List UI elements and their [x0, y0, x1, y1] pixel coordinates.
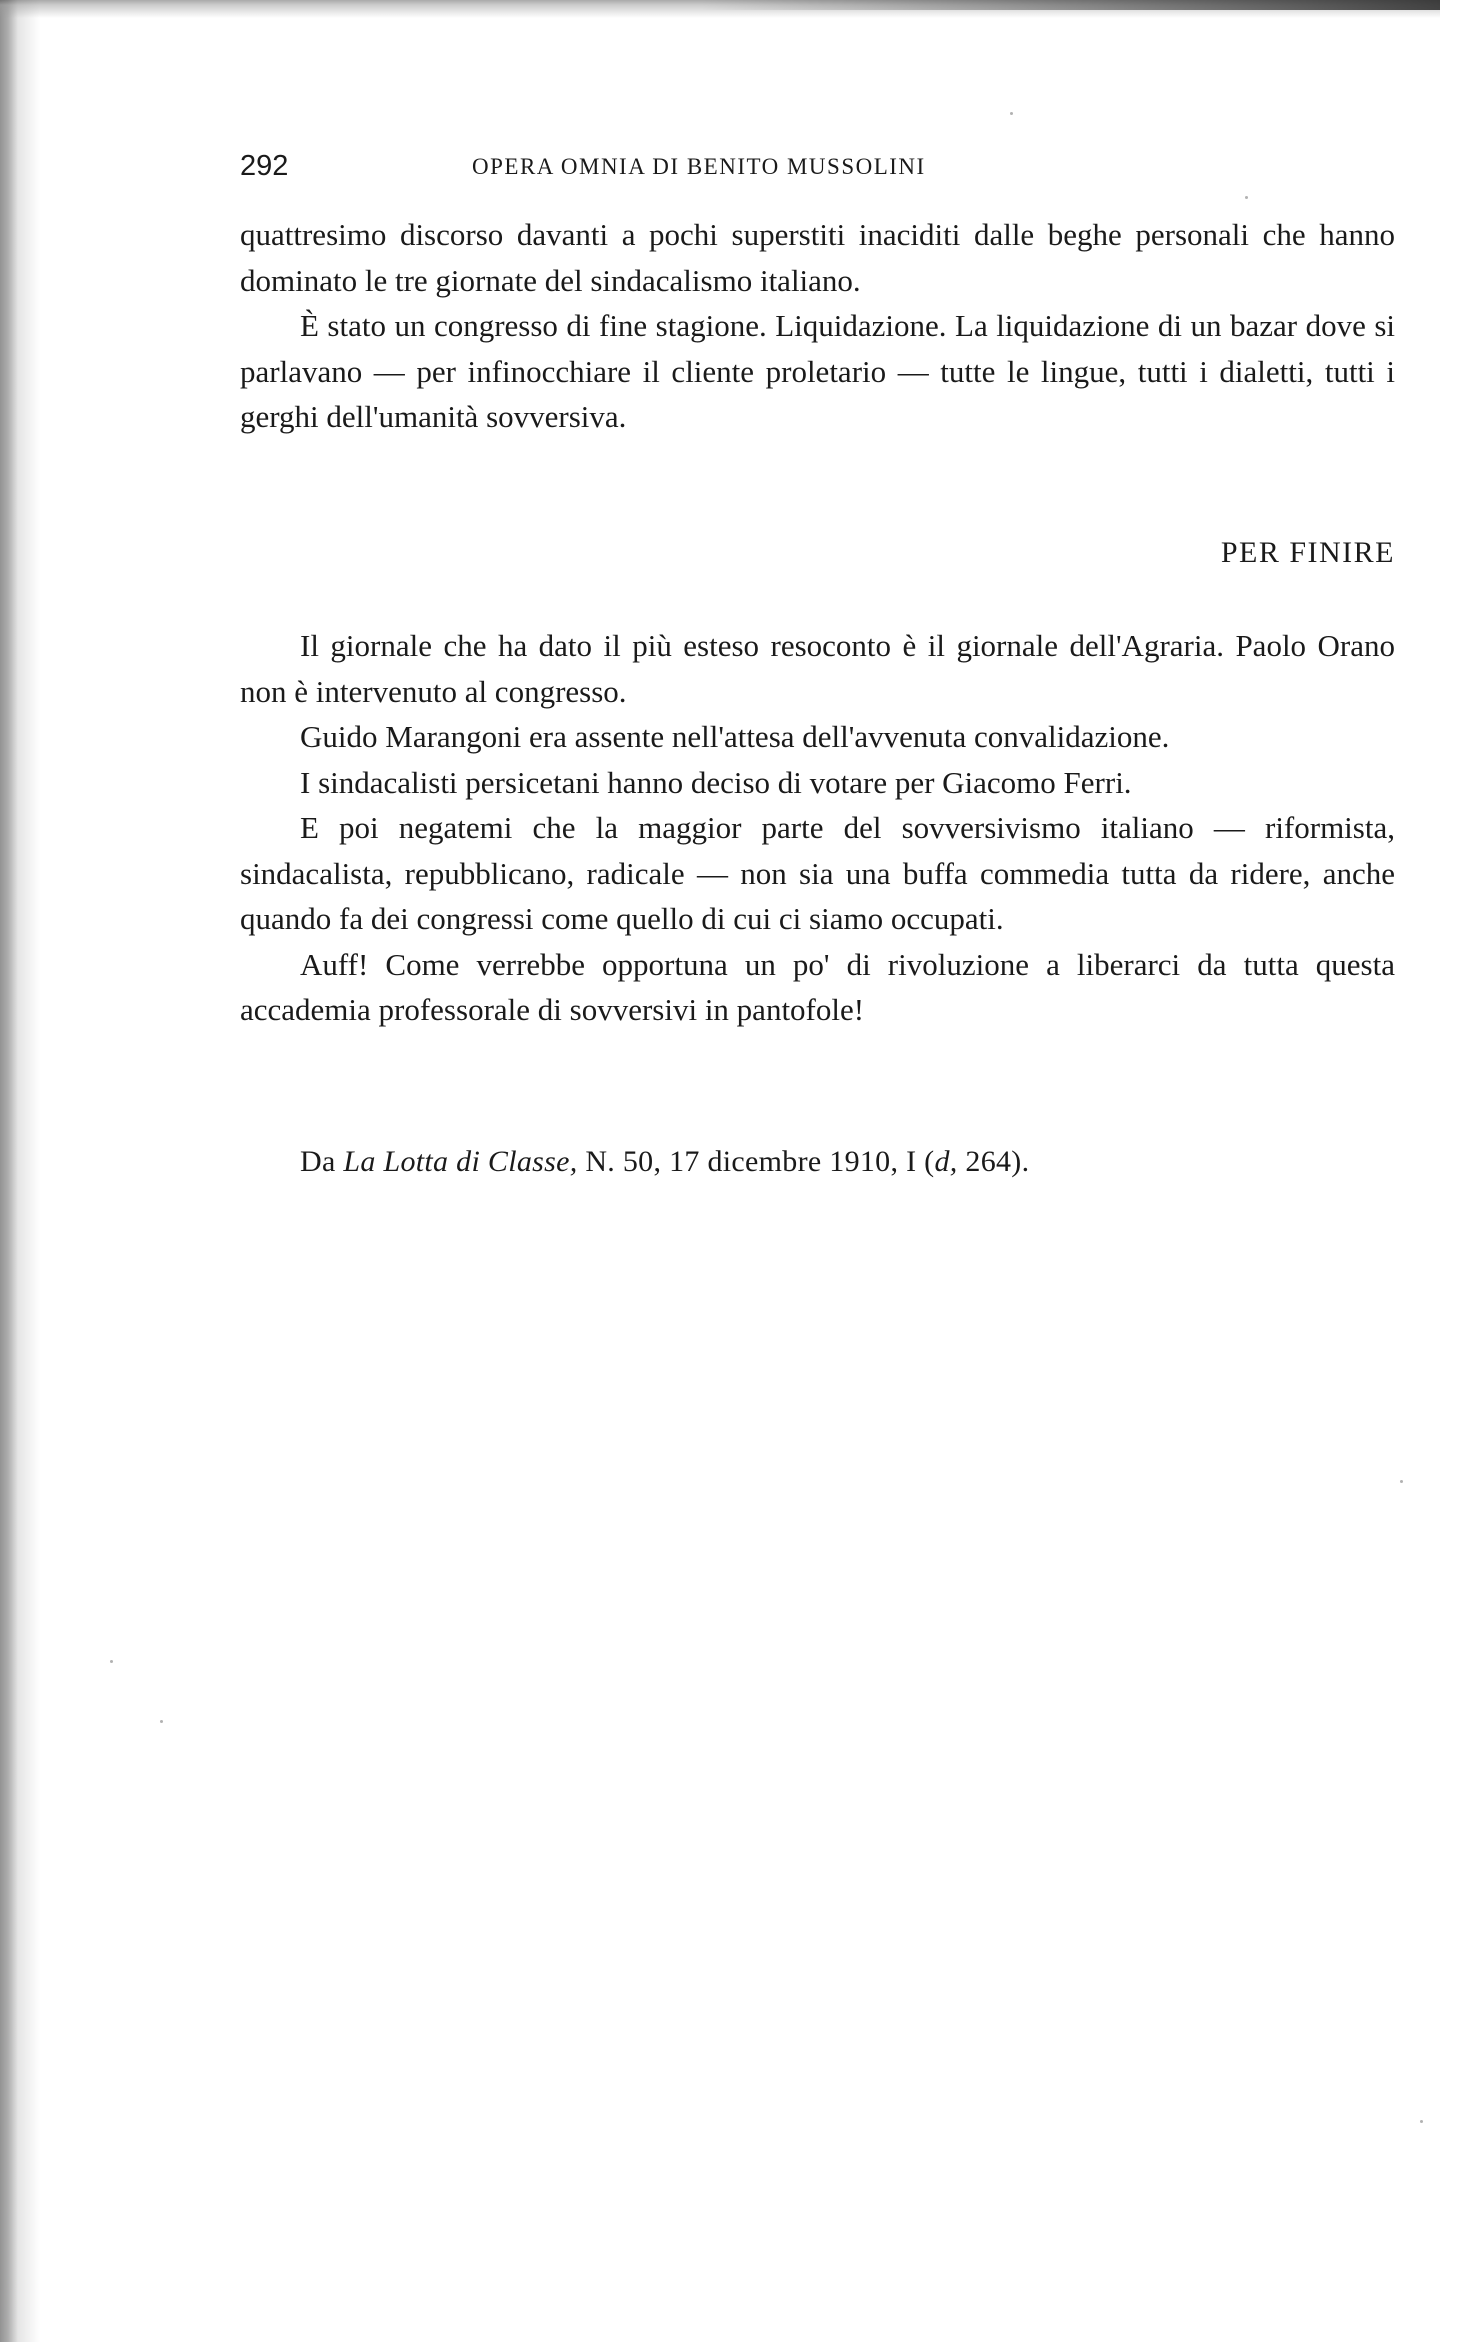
source-citation: Da La Lotta di Classe, N. 50, 17 dicembre 1910, I (d, 264).	[300, 1145, 1030, 1178]
paragraph: E poi negatemi che la maggior parte del sovversivismo italiano — riformista, sindacalista, repubblicano, radicale — non sia una buffa commedia tutta da ridere, anche quando fa dei congressi come quello di cui ci siamo occupati.	[240, 810, 1395, 936]
scan-speck	[1400, 1480, 1403, 1483]
section-heading: PER FINIRE	[1220, 536, 1395, 569]
running-title: OPERA OMNIA DI BENITO MUSSOLINI	[472, 154, 926, 179]
scan-speck	[1420, 2120, 1423, 2123]
source-details: N. 50, 17 dicembre 1910, I	[585, 1145, 917, 1178]
scan-speck	[160, 1720, 163, 1723]
paragraph: I sindacalisti persicetani hanno deciso di votare per Giacomo Ferri.	[300, 764, 1132, 800]
source-publication: La Lotta di Classe,	[343, 1145, 578, 1178]
body-text-top	[240, 212, 1395, 440]
source-ref-number: 264).	[965, 1145, 1030, 1178]
paragraph: È stato un congresso di fine stagione. Liquidazione. La liquidazione di un bazar dove si parlavano — per infinocchiare il cliente proletario — tutte le lingue, tutti i dialetti, tutti i gerghi dell'umanità sovversiva.	[240, 308, 1395, 434]
scan-edge-left	[0, 0, 40, 2342]
scan-speck	[1010, 112, 1013, 115]
page-header	[240, 150, 1110, 190]
section-body	[240, 623, 1395, 1033]
source-ref-letter: d,	[934, 1145, 958, 1178]
paragraph: Guido Marangoni era assente nell'attesa dell'avvenuta convalidazione.	[300, 719, 1170, 754]
scan-speck	[110, 1660, 113, 1663]
scan-speck	[1245, 196, 1248, 199]
paragraph: Il giornale che ha dato il più esteso resoconto è il giornale dell'Agraria. Paolo Orano non è intervenuto al congresso.	[240, 628, 1395, 709]
paragraph: Auff! Come verrebbe opportuna un po' di rivoluzione a liberarci da tutta questa accademia professorale di sovversivi in pantofole!	[240, 946, 1395, 1027]
paragraph-continued: quattresimo discorso davanti a pochi superstiti inaciditi dalle beghe personali che hanno dominato le tre giornate del sindacalismo italiano.	[240, 217, 1395, 298]
source-prefix: Da	[300, 1145, 336, 1178]
page-number: 292	[240, 150, 289, 182]
scan-edge-top-right	[700, 0, 1440, 10]
